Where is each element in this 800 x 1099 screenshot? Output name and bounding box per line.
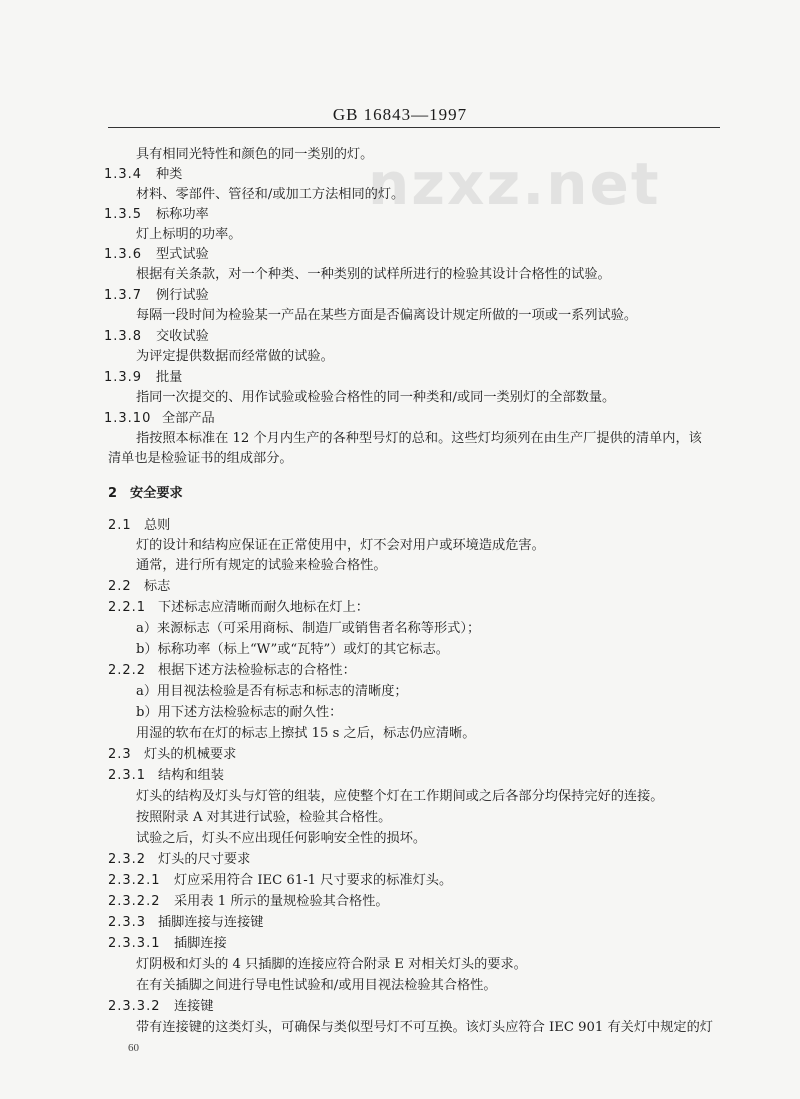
clause-number: 2.3.2.1 bbox=[108, 873, 161, 888]
clause-body: 灯的设计和结构应保证在正常使用中，灯不会对用户或环境造成危害。 bbox=[136, 538, 545, 553]
clause-number: 1.3.8 bbox=[104, 329, 143, 344]
clause-body: 通常，进行所有规定的试验来检验合格性。 bbox=[136, 558, 387, 573]
clause-title: 标志 bbox=[144, 579, 171, 594]
continuation-text: 具有相同光特性和颜色的同一类别的灯。 bbox=[136, 147, 374, 162]
clause-number: 2.3.3 bbox=[108, 915, 147, 930]
clause-body: 指同一次提交的、用作试验或检验合格性的同一种类和/或同一类别灯的全部数量。 bbox=[136, 390, 616, 405]
list-item: a）来源标志（可采用商标、制造厂或销售者名称等形式）； bbox=[136, 621, 481, 636]
clause-title: 全部产品 bbox=[162, 411, 215, 426]
clause-title: 结构和组装 bbox=[158, 768, 224, 783]
clause-body: 为评定提供数据而经常做的试验。 bbox=[136, 349, 334, 364]
clause-body: 根据有关条款，对一个种类、一种类别的试样所进行的检验其设计合格性的试验。 bbox=[136, 267, 611, 282]
clause-title: 连接键 bbox=[174, 999, 214, 1014]
clause-body: 每隔一段时间为检验某一产品在某些方面是否偏离设计规定所做的一项或一系列试验。 bbox=[136, 308, 638, 323]
clause-number: 1.3.4 bbox=[104, 167, 143, 182]
clause-number: 2.3 bbox=[108, 747, 132, 762]
clause-body: 用湿的软布在灯的标志上擦拭 15 s 之后，标志仍应清晰。 bbox=[136, 726, 476, 741]
page-header-standard-code: GB 16843—1997 bbox=[332, 105, 468, 124]
page-number: 60 bbox=[128, 1042, 139, 1054]
clause-body-continued: 清单也是检验证书的组成部分。 bbox=[108, 451, 293, 466]
clause-number: 2.2.1 bbox=[108, 600, 147, 615]
list-item: a）用目视法检验是否有标志和标志的清晰度； bbox=[136, 684, 408, 699]
section-title: 安全要求 bbox=[130, 486, 183, 501]
clause-number: 2.2.2 bbox=[108, 663, 147, 678]
clause-title: 灯应采用符合 IEC 61-1 尺寸要求的标准灯头。 bbox=[174, 873, 453, 888]
clause-body: 灯头的结构及灯头与灯管的组装，应使整个灯在工作期间或之后各部分均保持完好的连接。 bbox=[136, 789, 664, 804]
clause-number: 2.3.1 bbox=[108, 768, 147, 783]
header-rule bbox=[108, 127, 720, 128]
clause-number: 1.3.9 bbox=[104, 370, 143, 385]
watermark-text: nzxz.net bbox=[368, 150, 661, 218]
clause-body: 在有关插脚之间进行导电性试验和/或用目视法检验其合格性。 bbox=[136, 978, 497, 993]
clause-number: 1.3.6 bbox=[104, 247, 143, 262]
clause-number: 2.3.3.1 bbox=[108, 936, 161, 951]
clause-number: 2.3.3.2 bbox=[108, 999, 161, 1014]
clause-title: 灯头的机械要求 bbox=[144, 747, 237, 762]
clause-number: 1.3.7 bbox=[104, 288, 143, 303]
section-number: 2 bbox=[108, 486, 119, 501]
list-item: b）标称功率（标上“W”或“瓦特”）或灯的其它标志。 bbox=[136, 642, 449, 657]
clause-body: 材料、零部件、管径和/或加工方法相同的灯。 bbox=[136, 187, 405, 202]
clause-title: 插脚连接 bbox=[174, 936, 227, 951]
clause-body: 灯阴极和灯头的 4 只插脚的连接应符合附录 E 对相关灯头的要求。 bbox=[136, 957, 527, 972]
clause-title: 型式试验 bbox=[156, 247, 209, 262]
clause-title: 交收试验 bbox=[156, 329, 209, 344]
clause-number: 1.3.5 bbox=[104, 207, 143, 222]
clause-body: 按照附录 A 对其进行试验，检验其合格性。 bbox=[136, 810, 392, 825]
clause-title: 批量 bbox=[156, 370, 183, 385]
list-item: b）用下述方法检验标志的耐久性： bbox=[136, 705, 343, 720]
clause-title: 总则 bbox=[144, 518, 171, 533]
clause-title: 下述标志应清晰而耐久地标在灯上： bbox=[158, 600, 369, 615]
clause-body: 带有连接键的这类灯头，可确保与类似型号灯不可互换。该灯头应符合 IEC 901 有关灯中规定的灯 bbox=[136, 1020, 713, 1035]
clause-number: 2.3.2 bbox=[108, 852, 147, 867]
clause-number: 2.3.2.2 bbox=[108, 894, 161, 909]
clause-title: 种类 bbox=[156, 167, 183, 182]
clause-title: 采用表 1 所示的量规检验其合格性。 bbox=[174, 894, 389, 909]
clause-number: 2.1 bbox=[108, 518, 132, 533]
clause-number: 2.2 bbox=[108, 579, 132, 594]
clause-title: 灯头的尺寸要求 bbox=[158, 852, 251, 867]
clause-title: 根据下述方法检验标志的合格性： bbox=[158, 663, 356, 678]
clause-body: 指按照本标准在 12 个月内生产的各种型号灯的总和。这些灯均须列在由生产厂提供的清单内，该 bbox=[136, 431, 702, 446]
clause-body: 灯上标明的功率。 bbox=[136, 227, 242, 242]
clause-title: 插脚连接与连接键 bbox=[158, 915, 264, 930]
clause-title: 例行试验 bbox=[156, 288, 209, 303]
clause-body: 试验之后，灯头不应出现任何影响安全性的损坏。 bbox=[136, 831, 427, 846]
clause-number: 1.3.10 bbox=[104, 411, 152, 426]
clause-title: 标称功率 bbox=[156, 207, 209, 222]
